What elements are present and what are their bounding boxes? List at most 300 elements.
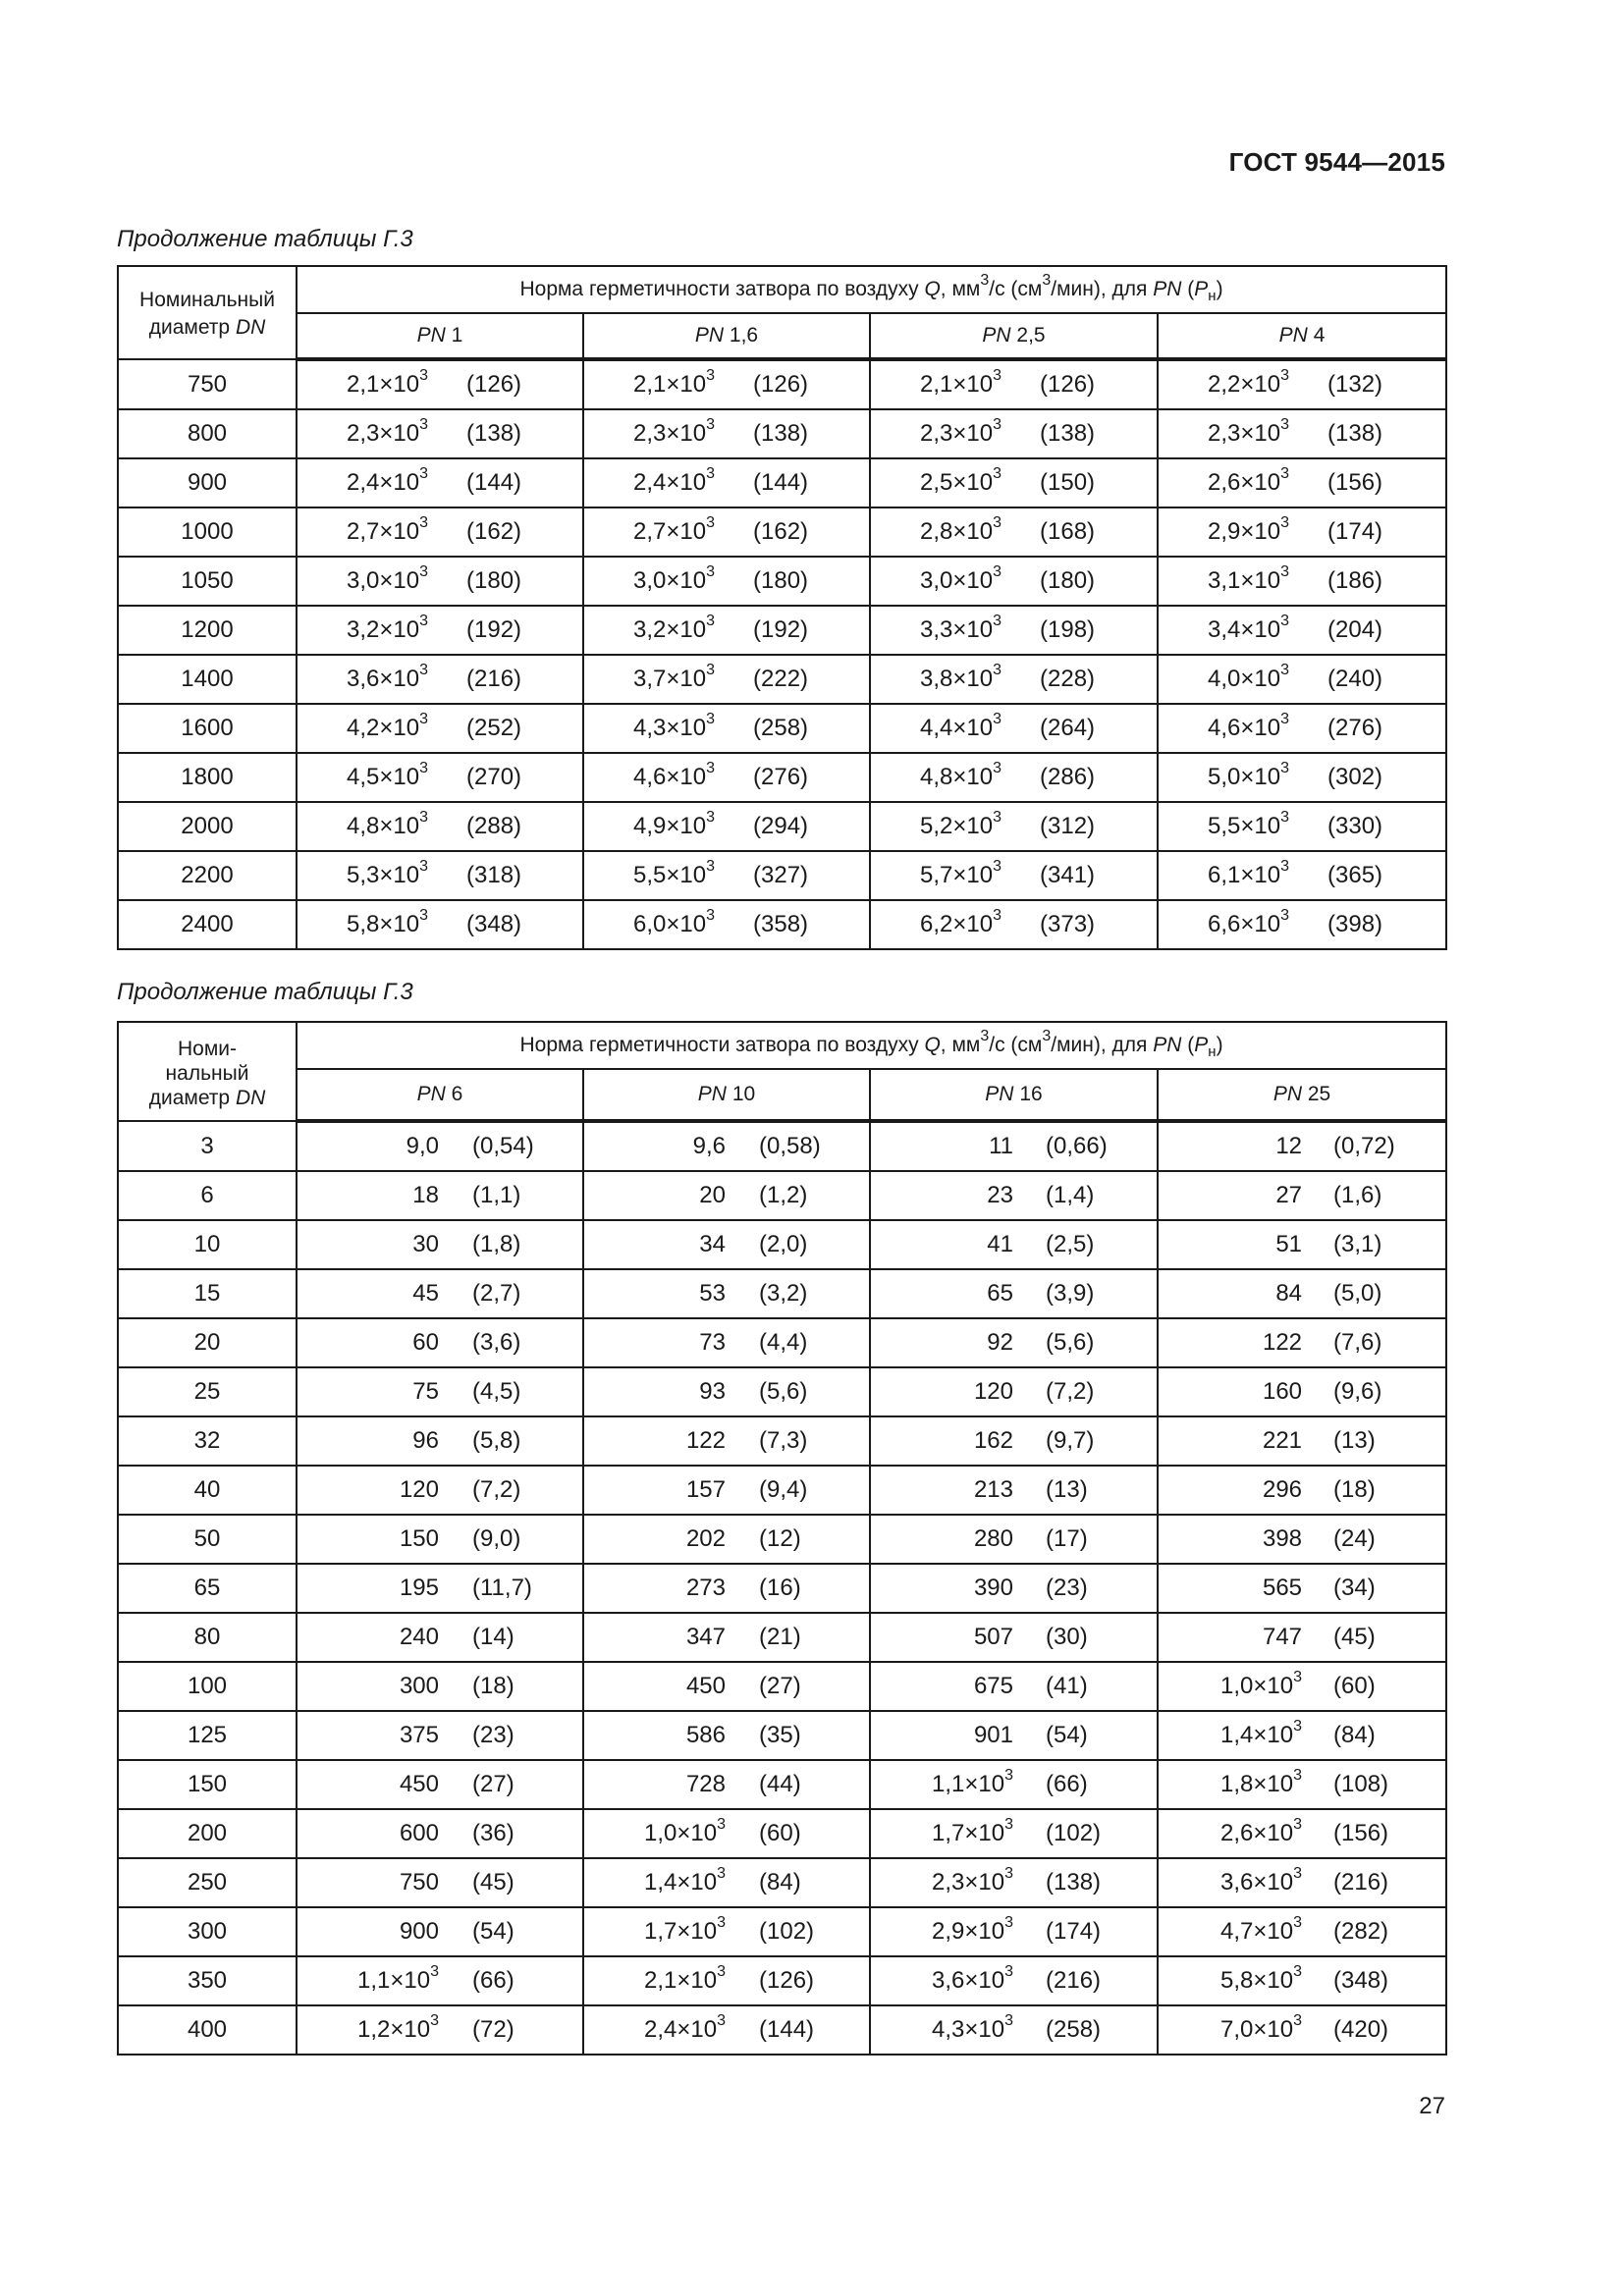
value-bracket: (252) [466,715,522,741]
value-cell [583,1858,870,1907]
value-cell [583,851,870,900]
value-multiplier: ×10 [379,764,420,790]
dn-cell: 15 [118,1269,297,1318]
table-row [118,1809,1446,1858]
value-cell [1158,1760,1446,1809]
value-bracket: (27) [472,1771,514,1797]
value-mantissa: 300 [399,1673,439,1699]
pn-column-header [870,313,1158,359]
value-multiplier: ×10 [952,813,994,839]
norm-sup2: 3 [1042,272,1052,289]
value-cell [870,1318,1158,1367]
value-primary [347,760,428,791]
value-exponent: 3 [430,2012,439,2029]
value-bracket: (4,4) [759,1329,808,1356]
value-exponent: 3 [1293,2012,1303,2029]
value-mantissa: 747 [1262,1624,1303,1650]
value-multiplier: ×10 [1240,666,1281,692]
value-bracket: (216) [1333,1869,1389,1896]
value-bracket: (286) [1040,764,1096,790]
value-primary [693,1133,726,1160]
value-bracket: (216) [466,666,522,692]
value-primary [1208,514,1289,546]
value-bracket: (150) [1040,469,1096,496]
value-bracket: (3,9) [1046,1280,1095,1307]
pn-prefix: PN [697,1083,727,1105]
value-exponent: 3 [706,907,715,924]
value-bracket: (330) [1327,813,1383,839]
value-primary [347,907,428,938]
value-exponent: 3 [706,711,715,727]
value-bracket: (18) [1333,1476,1376,1503]
table-row [118,1858,1446,1907]
value-primary [633,858,715,889]
leakage-table-2 [117,1021,1447,2056]
value-bracket: (138) [1040,420,1096,447]
value-mantissa: 120 [973,1378,1013,1405]
value-primary [932,1816,1013,1847]
value-primary [633,514,715,546]
value-cell [297,1318,583,1367]
value-mantissa: 195 [399,1575,439,1601]
table-row [118,606,1446,655]
table-row [118,851,1446,900]
value-bracket: (144) [466,469,522,496]
pn-value: 4 [1313,324,1326,347]
value-mantissa: 2,1 [920,371,953,398]
value-multiplier: ×10 [952,518,994,545]
value-primary [932,1914,1013,1946]
value-primary [1220,1669,1303,1700]
value-exponent: 3 [993,613,1001,629]
value-mantissa: 900 [399,1918,439,1945]
value-bracket: (192) [466,616,522,643]
value-mantissa: 60 [412,1329,439,1356]
value-mantissa: 2,9 [932,1918,965,1945]
value-cell [297,1760,583,1809]
norm-header [297,266,1446,313]
value-primary [347,809,428,840]
value-bracket: (216) [1046,1967,1102,1994]
dn-cell: 20 [118,1318,297,1367]
value-primary [347,465,428,497]
table-row [118,1466,1446,1515]
value-exponent: 3 [419,416,428,433]
value-exponent: 3 [1280,367,1289,384]
value-bracket: (60) [1333,1673,1376,1699]
value-mantissa: 9,6 [692,1133,726,1159]
value-cell [870,1662,1158,1711]
value-primary [1208,858,1289,889]
value-cell [1158,1858,1446,1907]
value-exponent: 3 [993,809,1001,826]
value-cell [583,1269,870,1318]
value-bracket: (186) [1327,567,1383,594]
value-cell [297,409,583,458]
value-primary [699,1280,726,1308]
value-cell [297,704,583,753]
value-cell [583,507,870,557]
value-cell [297,1907,583,1956]
pn-value: 2,5 [1016,324,1046,347]
value-bracket: (270) [466,764,522,790]
dn-cell: 250 [118,1858,297,1907]
value-cell [583,458,870,507]
dn-cell: 300 [118,1907,297,1956]
value-primary [633,711,715,742]
value-cell [870,359,1158,409]
value-multiplier: ×10 [677,1967,718,1994]
value-primary [347,563,428,595]
value-multiplier: ×10 [952,420,994,447]
value-cell [1158,1564,1446,1613]
dn-cell: 200 [118,1809,297,1858]
value-primary [644,1914,726,1946]
value-mantissa: 3,6 [347,666,380,692]
value-multiplier: ×10 [964,2016,1005,2043]
value-primary [920,613,1001,644]
value-multiplier: ×10 [952,666,994,692]
value-multiplier: ×10 [952,469,994,496]
value-primary [686,1673,726,1700]
dn-header-line3: диаметр [148,1087,236,1109]
value-bracket: (156) [1327,469,1383,496]
value-exponent: 3 [1004,1816,1013,1833]
value-primary [347,514,428,546]
value-bracket: (174) [1327,518,1383,545]
value-cell [870,851,1158,900]
value-bracket: (9,4) [759,1476,808,1503]
value-multiplier: ×10 [952,862,994,888]
value-cell [870,1564,1158,1613]
value-bracket: (9,6) [1333,1378,1382,1405]
value-primary [644,1816,726,1847]
value-mantissa: 2,3 [932,1869,965,1896]
value-mantissa: 53 [699,1280,726,1307]
value-multiplier: ×10 [964,1967,1005,1994]
value-bracket: (156) [1333,1820,1389,1846]
dn-cell: 3 [118,1121,297,1171]
value-primary [686,1427,726,1455]
value-cell [297,1121,583,1171]
value-mantissa: 2,4 [644,2016,677,2043]
value-multiplier: ×10 [390,2016,431,2043]
table-row [118,1318,1446,1367]
pn-prefix: PN [1278,324,1308,347]
value-cell [297,458,583,507]
value-bracket: (9,7) [1046,1427,1095,1454]
value-primary [920,514,1001,546]
dn-cell: 65 [118,1564,297,1613]
value-mantissa: 3,2 [347,616,380,643]
pn-prefix: PN [982,324,1011,347]
pn-column-header [1158,1069,1446,1121]
norm-text-b: , мм [940,1034,981,1056]
value-exponent: 3 [1280,711,1289,727]
value-cell [1158,359,1446,409]
value-bracket: (5,6) [759,1378,808,1405]
table-row [118,507,1446,557]
value-cell [297,1564,583,1613]
value-mantissa: 3,0 [920,567,953,594]
value-cell [1158,1613,1446,1662]
value-mantissa: 45 [412,1280,439,1307]
value-cell [870,900,1158,949]
value-multiplier: ×10 [379,371,420,398]
value-exponent: 3 [706,809,715,826]
value-cell [297,1466,583,1515]
value-primary [1208,563,1289,595]
value-cell [870,802,1158,851]
value-mantissa: 450 [399,1771,439,1797]
value-cell [297,359,583,409]
value-cell [583,606,870,655]
value-mantissa: 5,0 [1208,764,1241,790]
value-bracket: (27) [759,1673,801,1699]
value-primary [920,760,1001,791]
value-bracket: (35) [759,1722,801,1748]
table-row [118,458,1446,507]
value-cell [870,1515,1158,1564]
value-bracket: (276) [753,764,809,790]
value-bracket: (0,54) [472,1133,534,1159]
value-mantissa: 240 [399,1624,439,1650]
value-primary [974,1722,1013,1749]
value-multiplier: ×10 [952,715,994,741]
value-exponent: 3 [1280,613,1289,629]
table-row [118,802,1446,851]
value-bracket: (180) [466,567,522,594]
norm-pn: PN [1153,278,1182,300]
value-bracket: (348) [1333,1967,1389,1994]
value-cell [870,1809,1158,1858]
value-bracket: (5,6) [1046,1329,1095,1356]
value-primary [347,416,428,448]
value-exponent: 3 [993,760,1001,776]
value-cell [583,802,870,851]
value-multiplier: ×10 [666,567,707,594]
value-multiplier: ×10 [379,666,420,692]
value-exponent: 3 [1280,809,1289,826]
value-cell [870,507,1158,557]
norm-q: Q [924,278,941,300]
value-mantissa: 1,0 [1220,1673,1254,1699]
value-exponent: 3 [1293,1963,1303,1980]
value-primary [1208,367,1289,399]
value-bracket: (258) [753,715,809,741]
table-row [118,1220,1446,1269]
value-primary [400,1624,439,1651]
value-primary [1263,1575,1302,1602]
norm-text-c: /с (см [989,278,1043,300]
value-exponent: 3 [1004,1865,1013,1882]
value-primary [1275,1182,1302,1209]
norm-sup2: 3 [1042,1028,1052,1044]
pn-value: 10 [731,1083,756,1105]
value-mantissa: 2,8 [920,518,953,545]
value-mantissa: 347 [685,1624,726,1650]
value-multiplier: ×10 [379,911,420,937]
value-primary [412,1280,439,1308]
value-exponent: 3 [1293,1914,1303,1931]
value-bracket: (108) [1333,1771,1389,1797]
dn-column-header [118,1022,297,1121]
value-primary [1220,1963,1303,1995]
pn-value: 1,6 [729,324,759,347]
value-primary [412,1231,439,1258]
pn-column-header [583,313,870,359]
value-cell [870,606,1158,655]
value-primary [974,1525,1013,1553]
value-bracket: (16) [759,1575,801,1601]
value-bracket: (2,7) [472,1280,521,1307]
value-primary [1220,1914,1303,1946]
value-cell [1158,655,1446,704]
value-bracket: (0,66) [1046,1133,1108,1159]
value-mantissa: 4,6 [633,764,667,790]
value-cell [1158,557,1446,606]
value-cell [870,458,1158,507]
value-multiplier: ×10 [1253,1869,1294,1896]
value-primary [400,1525,439,1553]
value-exponent: 3 [1004,1767,1013,1784]
value-cell [870,1711,1158,1760]
norm-text-e: ( [1181,1034,1195,1056]
value-cell [297,1220,583,1269]
value-bracket: (14) [472,1624,514,1650]
value-mantissa: 2,1 [347,371,380,398]
value-bracket: (258) [1046,2016,1102,2043]
value-bracket: (72) [472,2016,514,2043]
value-primary [1208,711,1289,742]
value-cell [1158,753,1446,802]
dn-cell: 2400 [118,900,297,949]
value-bracket: (30) [1046,1624,1088,1650]
value-cell [1158,1318,1446,1367]
dn-cell: 1200 [118,606,297,655]
value-cell [583,1318,870,1367]
value-cell [583,753,870,802]
value-cell [870,1858,1158,1907]
value-mantissa: 2,3 [1208,420,1241,447]
value-mantissa: 221 [1262,1427,1303,1454]
value-bracket: (138) [753,420,809,447]
value-cell [1158,1515,1446,1564]
table-row [118,1760,1446,1809]
value-bracket: (198) [1040,616,1096,643]
dn-header-line1: Номи- [177,1038,237,1060]
pn-column-header [583,1069,870,1121]
value-primary [1208,809,1289,840]
value-bracket: (373) [1040,911,1096,937]
value-mantissa: 12 [1275,1133,1303,1159]
pn-column-header [297,313,583,359]
value-cell [1158,851,1446,900]
value-mantissa: 73 [699,1329,726,1356]
value-bracket: (294) [753,813,809,839]
table-row [118,1515,1446,1564]
value-mantissa: 5,7 [920,862,953,888]
value-cell [870,1269,1158,1318]
value-mantissa: 4,6 [1208,715,1241,741]
value-exponent: 3 [419,563,428,580]
value-cell [1158,1269,1446,1318]
value-primary [633,907,715,938]
value-multiplier: ×10 [964,1869,1005,1896]
value-exponent: 3 [993,367,1001,384]
value-bracket: (341) [1040,862,1096,888]
value-primary [400,1820,439,1847]
value-mantissa: 9,0 [406,1133,439,1159]
value-mantissa: 2,3 [347,420,380,447]
value-exponent: 3 [1280,416,1289,433]
value-exponent: 3 [993,711,1001,727]
value-exponent: 3 [1280,907,1289,924]
value-bracket: (138) [1327,420,1383,447]
value-cell [583,1466,870,1515]
dn-header-line1: Номинальный [139,289,275,311]
norm-pn: PN [1153,1034,1182,1056]
value-bracket: (162) [753,518,809,545]
value-primary [633,367,715,399]
value-multiplier: ×10 [1240,715,1281,741]
value-bracket: (54) [1046,1722,1088,1748]
value-primary [974,1427,1013,1455]
value-bracket: (1,8) [472,1231,521,1257]
value-multiplier: ×10 [379,616,420,643]
value-multiplier: ×10 [964,1820,1005,1846]
value-exponent: 3 [1293,1816,1303,1833]
value-multiplier: ×10 [1240,616,1281,643]
value-bracket: (21) [759,1624,801,1650]
value-multiplier: ×10 [1240,813,1281,839]
value-multiplier: ×10 [1253,1967,1294,1994]
value-exponent: 3 [419,907,428,924]
value-primary [932,1865,1013,1896]
value-bracket: (23) [472,1722,514,1748]
value-mantissa: 1,8 [1220,1771,1254,1797]
value-mantissa: 157 [685,1476,726,1503]
value-primary [989,1133,1013,1160]
value-mantissa: 1,1 [932,1771,965,1797]
pn-value: 25 [1307,1083,1331,1105]
value-multiplier: ×10 [666,862,707,888]
dn-cell: 32 [118,1416,297,1466]
dn-cell: 1600 [118,704,297,753]
value-multiplier: ×10 [379,469,420,496]
value-mantissa: 18 [412,1182,439,1208]
pn-value: 16 [1019,1083,1043,1105]
value-mantissa: 4,5 [347,764,380,790]
value-multiplier: ×10 [1240,518,1281,545]
value-cell [870,557,1158,606]
value-primary [987,1329,1013,1357]
value-primary [974,1378,1013,1406]
value-bracket: (228) [1040,666,1096,692]
value-primary [920,416,1001,448]
value-cell [583,1220,870,1269]
pn-column-header [870,1069,1158,1121]
value-cell [583,1760,870,1809]
value-bracket: (222) [753,666,809,692]
value-mantissa: 2,1 [644,1967,677,1994]
norm-sub: н [1208,1043,1217,1061]
value-bracket: (398) [1327,911,1383,937]
value-multiplier: ×10 [677,1869,718,1896]
value-cell [1158,409,1446,458]
value-primary [974,1624,1013,1651]
value-cell [297,1858,583,1907]
